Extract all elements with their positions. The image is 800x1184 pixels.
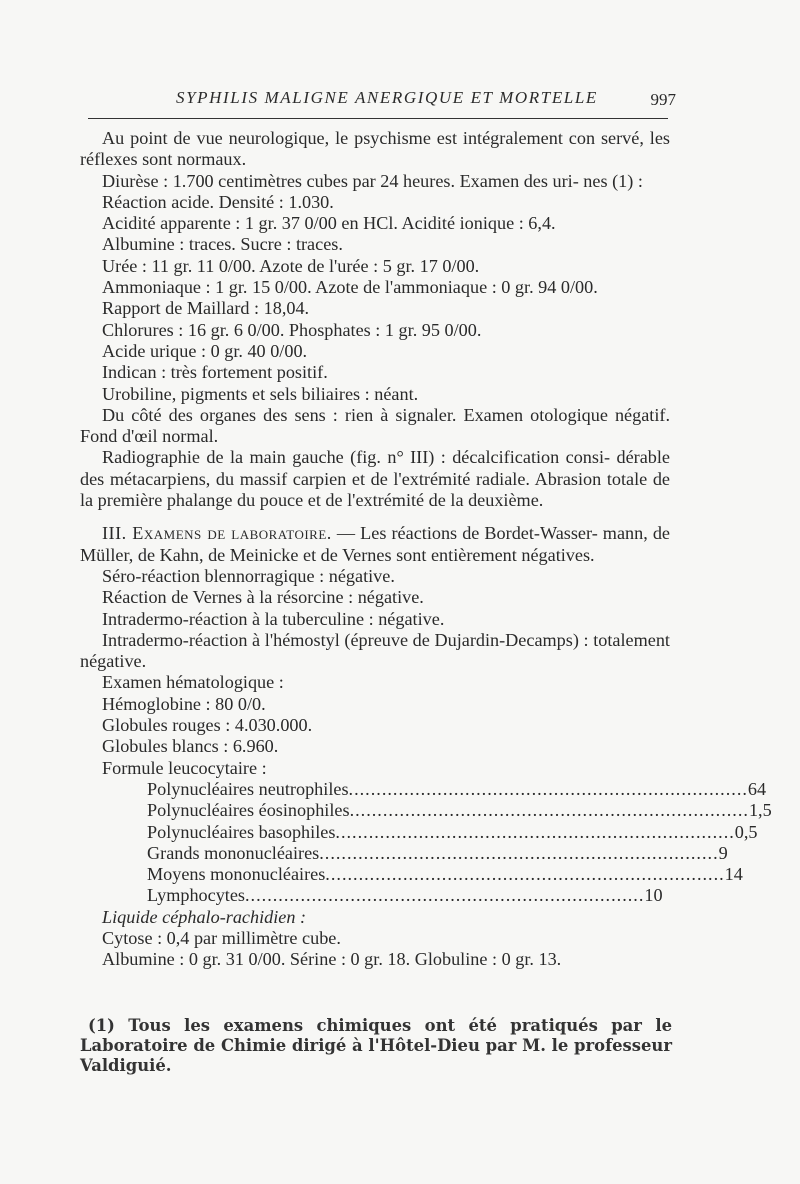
header-rule [88,118,668,119]
formula-label: Polynucléaires neutrophiles [147,778,349,799]
paragraph-diuresis: Diurèse : 1.700 centimètres cubes par 24 heures. Examen des uri- nes (1) : [102,170,643,191]
formula-row [147,885,663,906]
csf-line: Albumine : 0 gr. 31 0/00. Sérine : 0 gr. 18. Globuline : 0 gr. 13. [102,949,562,970]
formula-label: Polynucléaires éosinophiles [147,800,350,821]
formula-label: Lymphocytes [147,885,245,906]
page-header [80,84,680,114]
formula-value: 1,5 [748,800,772,821]
lab-line: Formule leucocytaire : [102,757,267,778]
lab-line: Globules rouges : 4.030.000. [102,715,313,736]
formula-row [147,800,772,821]
formula-value: 14 [724,864,743,885]
lab-line: Intradermo-réaction à l'hémostyl (épreuve de Dujardin-Decamps) : totalement négative. [80,629,670,672]
footnote [80,1016,672,1076]
csf-line: Cytose : 0,4 par millimètre cube. [102,927,341,948]
formula-label: Polynucléaires basophiles [147,821,336,842]
formula-row [147,864,743,885]
urine-line: Rapport de Maillard : 18,04. [102,298,310,319]
leader-dots: ........................................................................ [245,885,645,906]
urine-line: Acidité apparente : 1 gr. 37 0/00 en HCl. Acidité ionique : 6,4. [102,213,556,234]
lab-line: Examen hématologique : [102,672,284,693]
lab-line: Hémoglobine : 80 0/0. [102,693,266,714]
body-text [80,128,772,971]
lab-line: Séro-réaction blennorragique : négative. [102,565,395,586]
formula-value: 9 [718,842,728,863]
paragraph-senses: Du côté des organes des sens : rien à signaler. Examen otologique négatif. Fond d'œil normal. [80,404,670,447]
leader-dots: ........................................................................ [348,778,748,799]
leukocyte-formula-table [147,778,772,907]
formula-value: 64 [747,778,767,799]
lab-line: Réaction de Vernes à la résorcine : négative. [102,587,424,608]
section-text: — Les réactions de Bordet-Wasser- mann, de Müller, de Kahn, de Meinicke et de Vernes sont entièrement négatives. [80,523,670,565]
urine-line: Albumine : traces. Sucre : traces. [102,234,343,255]
footnote-text: (1) Tous les examens chimiques ont été pratiqués par le Laboratoire de Chimie dirigé à l'Hôtel-Dieu par M. le professeur Valdiguié. [80,1016,672,1075]
formula-value: 0,5 [734,821,758,842]
formula-label: Moyens mononucléaires [147,864,326,885]
urine-line: Réaction acide. Densité : 1.030. [102,191,334,212]
leader-dots: ........................................................................ [319,842,719,863]
paragraph-radiography: Radiographie de la main gauche (fig. n° III) : décalcification consi- dérable des métacarpiens, du massif carpien et de l'extrémité radiale. Abrasion totale de la première phalange du pouce et de l'extrémité de la deuxième. [80,447,670,511]
urine-line: Chlorures : 16 gr. 6 0/00. Phosphates : 1 gr. 95 0/00. [102,319,482,340]
formula-row [147,778,767,800]
running-title: SYPHILIS MALIGNE ANERGIQUE ET MORTELLE [176,88,598,107]
formula-row [147,821,758,843]
page-number: 997 [650,90,676,109]
leader-dots: ........................................................................ [349,800,749,821]
urine-line: Urobiline, pigments et sels biliaires : néant. [102,383,419,404]
lab-line: Globules blancs : 6.960. [102,736,279,757]
formula-row [147,842,728,864]
urine-line: Indican : très fortement positif. [102,362,328,383]
formula-value: 10 [644,885,663,906]
section-heading: III. Examens de laboratoire. [102,523,332,544]
csf-heading: Liquide céphalo-rachidien : [102,906,307,927]
urine-line: Acide urique : 0 gr. 40 0/00. [102,340,308,361]
paragraph-neurology: Au point de vue neurologique, le psychisme est intégralement con servé, les réflexes sont normaux. [80,128,670,170]
urine-line: Ammoniaque : 1 gr. 15 0/00. Azote de l'ammoniaque : 0 gr. 94 0/00. [102,277,598,298]
leader-dots: ........................................................................ [325,864,725,885]
urine-line: Urée : 11 gr. 11 0/00. Azote de l'urée : 5 gr. 17 0/00. [102,255,480,276]
lab-line: Intradermo-réaction à la tuberculine : négative. [102,608,445,629]
leader-dots: ........................................................................ [335,821,735,842]
formula-label: Grands mononucléaires [147,842,320,863]
section-lab-exams [80,523,670,566]
